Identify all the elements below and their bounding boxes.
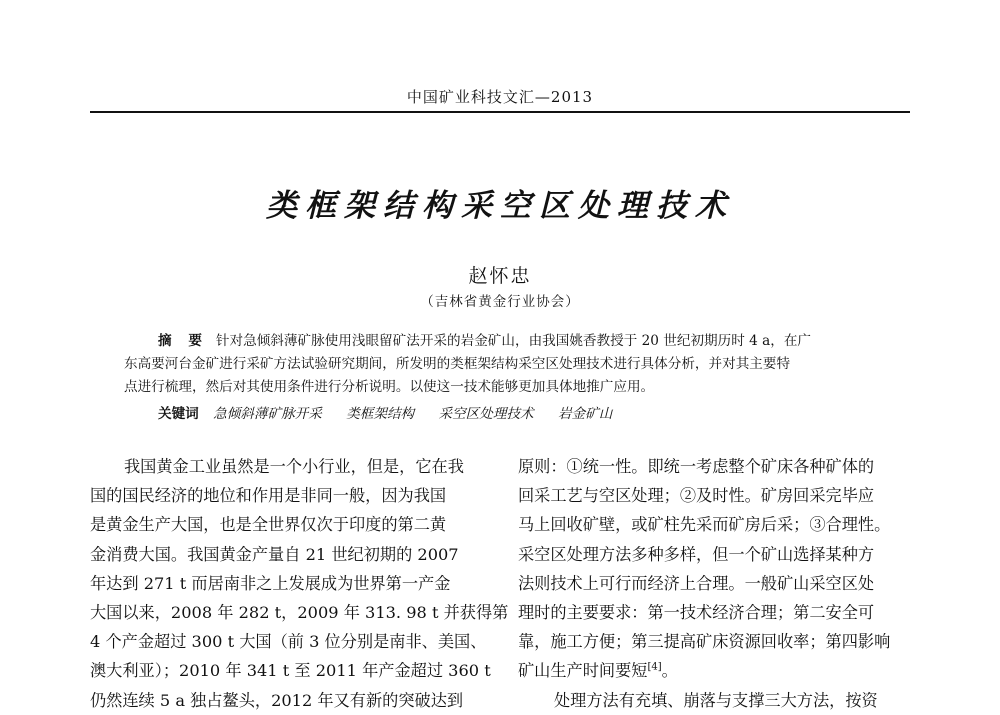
author-name: 赵怀忠 [468, 265, 532, 287]
body-line: 国的国民经济的地位和作用是非同一般，因为我国 [90, 486, 447, 506]
body-line: 马上回收矿壁，或矿柱先采而矿房后采；③合理性。 [518, 515, 891, 535]
body-text: 矿山生产时间要短 [518, 661, 648, 681]
body-line: 金消费大国。我国黄金产量自 21 世纪初期的 2007 [90, 544, 459, 564]
abstract-line [124, 330, 886, 353]
keyword: 类框架结构 [346, 406, 415, 422]
keyword: 岩金矿山 [557, 406, 613, 422]
body-line: 是黄金生产大国，也是全世界仅次于印度的第二黄 [90, 515, 447, 535]
citation-ref: [4] [647, 661, 662, 673]
body-line: 4 个产金超过 300 t 大国（前 3 位分别是南非、美国、 [90, 632, 487, 652]
body-right-column [518, 452, 912, 715]
header-rule [90, 111, 910, 113]
body-line: 采空区处理方法多种多样，但一个矿山选择某种方 [518, 544, 875, 564]
abstract-line: 东高要河台金矿进行采矿方法试验研究期间，所发明的类框架结构采空区处理技术进行具体分析，并对其主要特 [124, 356, 791, 372]
body-text: 。 [661, 661, 678, 681]
body-line: 我国黄金工业虽然是一个小行业，但是，它在我 [124, 457, 464, 476]
keyword: 急倾斜薄矿脉开采 [213, 406, 322, 422]
body-line: 理时的主要要求：第一技术经济合理；第二安全可 [518, 602, 875, 622]
body-line: 澳大利亚）；2010 年 341 t 至 2011 年产金超过 360 t [90, 661, 491, 681]
abstract-text: 针对急倾斜薄矿脉使用浅眼留矿法开采的岩金矿山，由我国姚香教授于 20 世纪初期历时 4 a，在广 [215, 333, 812, 349]
abstract-line: 点进行梳理，然后对其使用条件进行分析说明。以使这一技术能够更加具体地推广应用。 [124, 379, 655, 395]
abstract [124, 330, 886, 399]
keyword: 采空区处理技术 [438, 406, 534, 422]
journal-header: 中国矿业科技文汇—2013 [406, 88, 594, 106]
author-affiliation: （吉林省黄金行业协会） [420, 294, 580, 310]
body-line: 年达到 271 t 而居南非之上发展成为世界第一产金 [90, 573, 451, 593]
keywords [158, 402, 898, 422]
body-line: 大国以来，2008 年 282 t，2009 年 313. 98 t 并获得第 [90, 602, 509, 622]
body-line: 仍然连续 5 a 独占鳌头，2012 年又有新的突破达到 [90, 690, 464, 710]
body-line [518, 656, 912, 685]
keywords-label: 关键词 [158, 406, 199, 422]
body-line: 法则技术上可行而经济上合理。一般矿山采空区处 [518, 573, 875, 593]
abstract-label: 摘 要 [158, 333, 208, 349]
body-line: 靠，施工方便；第三提高矿床资源回收率；第四影响 [518, 632, 891, 652]
body-line: 回采工艺与空区处理；②及时性。矿房回采完毕应 [518, 486, 875, 506]
body-line: 原则：①统一性。即统一考虑整个矿床各种矿体的 [518, 457, 875, 476]
body-line: 处理方法有充填、崩落与支撑三大方法，按资 [554, 690, 878, 710]
body-left-column [90, 452, 509, 715]
article-title: 类框架结构采空区处理技术 [266, 188, 734, 224]
